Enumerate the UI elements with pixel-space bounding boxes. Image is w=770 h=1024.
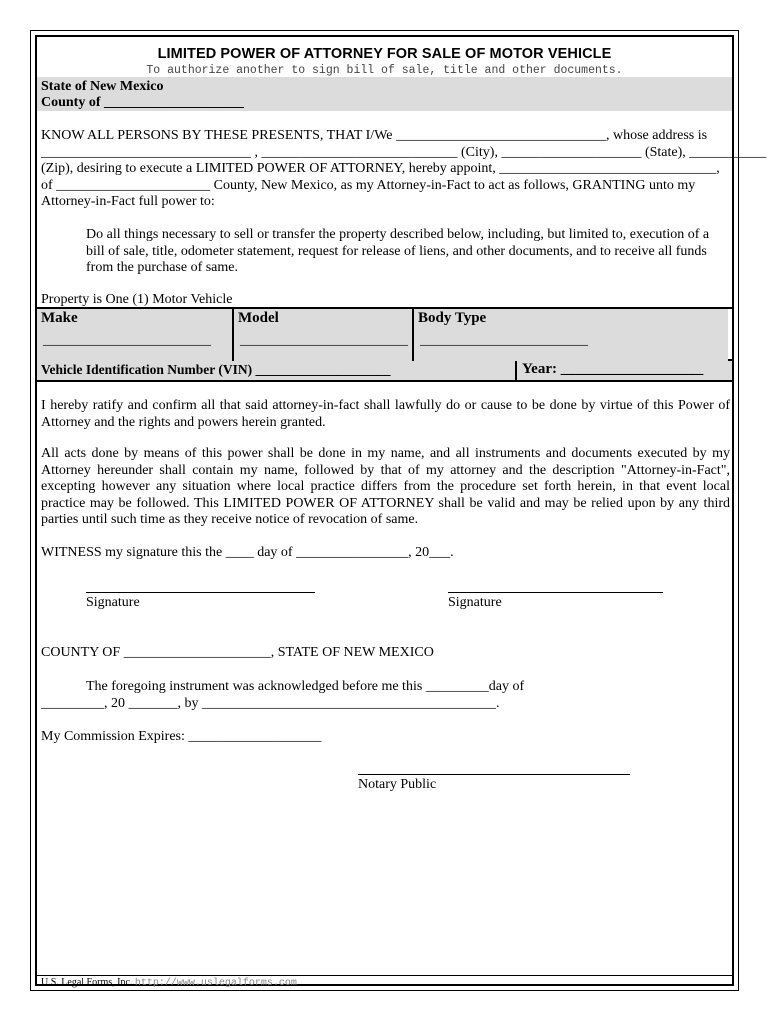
county-state-line[interactable]: COUNTY OF _____________________, STATE OF NEW MEXICO — [41, 645, 434, 660]
state-label: State of New Mexico — [41, 79, 164, 94]
intro-line-2[interactable]: ______________________________ , ____________________________ (City), ____________________ (State), ___________ — [41, 145, 767, 160]
vin-field[interactable]: Vehicle Identification Number (VIN) ____________________ — [41, 362, 391, 377]
county-field[interactable]: County of ____________________ — [41, 95, 245, 110]
acknowledgment-line-2[interactable]: _________, 20 _______, by __________________________________________. — [41, 696, 500, 711]
year-cell — [517, 361, 732, 380]
powers-paragraph: Do all things necessary to sell or transfer the property described below, including, but limited to, execution of a bill of sale, title, odometer statement, request for release of liens, and other documents, and to receive all funds from the purchase of same. — [86, 227, 710, 275]
ratify-paragraph: I hereby ratify and confirm all that said attorney-in-fact shall lawfully do or cause to be done by virtue of this Power of Attorney and the rights and powers herein granted. — [41, 398, 730, 430]
witness-line[interactable]: WITNESS my signature this the ____ day of ________________, 20___. — [41, 545, 454, 560]
footer-divider — [37, 975, 732, 976]
intro-line-5: Attorney-in-Fact full power to: — [41, 194, 215, 209]
signature-line-left[interactable] — [86, 592, 315, 593]
make-field[interactable]: ________________________ — [43, 333, 211, 348]
notary-label: Notary Public — [358, 777, 437, 792]
footer-company: U.S. Legal Forms, Inc. — [41, 977, 133, 988]
notary-signature-line[interactable] — [358, 774, 630, 775]
footer — [41, 977, 297, 989]
vehicle-table — [37, 307, 732, 361]
body-type-field[interactable]: ________________________ — [420, 333, 588, 348]
intro-line-3[interactable]: (Zip), desiring to execute a LIMITED POWER OF ATTORNEY, hereby appoint, _______________________________, — [41, 161, 720, 176]
document-subtitle: To authorize another to sign bill of sale, title and other documents. — [146, 64, 623, 77]
make-cell — [37, 309, 232, 361]
intro-line-4[interactable]: of ______________________ County, New Mexico, as my Attorney-in-Fact to act as follows, GRANTING unto my — [41, 178, 696, 193]
body-type-cell — [414, 309, 728, 361]
model-field[interactable]: ________________________ — [240, 333, 408, 348]
acts-paragraph: All acts done by means of this power shall be done in my name, and all instruments and documents executed by my Attorney hereunder shall contain my name, followed by that of my attorney and the description "Attorney-in-Fact", excepting however any situation where local practice differs from the procedure set forth herein, in that event local practice may be followed. This LIMITED POWER OF ATTORNEY shall be valid and may be relied upon by any third parties until such time as they receive notice of revocation of same. — [41, 446, 730, 527]
intro-line-1[interactable]: KNOW ALL PERSONS BY THESE PRESENTS, THAT I/We ______________________________, whose address is — [41, 128, 708, 143]
body-type-header: Body Type — [418, 310, 487, 326]
year-field[interactable]: Year: ___________________ — [522, 361, 704, 377]
acknowledgment-line-1[interactable]: The foregoing instrument was acknowledged before me this _________day of — [86, 679, 525, 694]
signature-label-right: Signature — [448, 595, 502, 610]
property-label: Property is One (1) Motor Vehicle — [41, 292, 233, 307]
footer-url[interactable]: http://www.uslegalforms.com — [134, 978, 297, 989]
vin-cell — [37, 361, 515, 380]
signature-label-left: Signature — [86, 595, 140, 610]
model-header: Model — [238, 310, 279, 326]
signature-line-right[interactable] — [448, 592, 663, 593]
document-title: LIMITED POWER OF ATTORNEY FOR SALE OF MOTOR VEHICLE — [157, 46, 612, 62]
vin-year-row — [37, 361, 732, 382]
model-cell — [234, 309, 412, 361]
commission-expires[interactable]: My Commission Expires: ___________________ — [41, 729, 322, 744]
make-header: Make — [41, 310, 78, 326]
